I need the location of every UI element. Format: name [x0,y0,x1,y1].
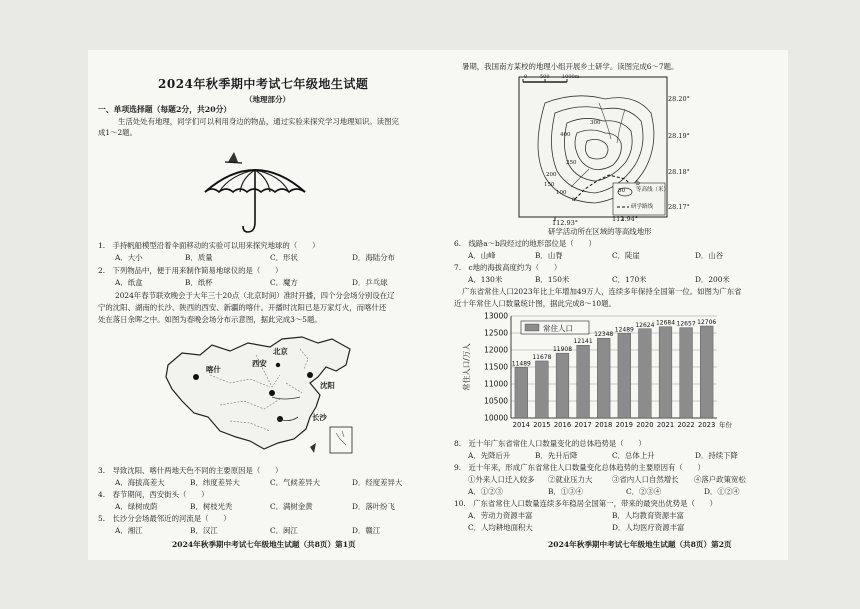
y-tick-label: 13000 [484,311,508,321]
bar [639,329,652,418]
q3-option-b[interactable]: B．纬度差异大 [190,478,240,487]
y-tick-label: 10500 [484,396,508,406]
q9-item-3: ③省内人口自然增长 [612,475,679,484]
q2-option-b[interactable]: B．纸杯 [185,278,213,287]
x-tick-label: 2014 [512,421,530,429]
bar-value-label: 11908 [552,346,573,354]
q4-stem: 4. 春节期间，西安街头（ ） [98,490,209,499]
q3-stem: 3. 导致沈阳、喀什两地天色不同的主要原因是（ ） [98,466,283,475]
legend-route: 研学路线 [631,204,654,210]
q10-option-a[interactable]: A．劳动力资源丰富 [468,511,533,520]
elev-label-300: 300 [590,120,601,126]
q1-stem: 1. 手持帆船模型沿着伞面移动的实验可以用来探究地球的（ ） [98,241,320,250]
q6-option-d[interactable]: D．山谷 [695,251,724,260]
q6-option-b[interactable]: B．山脊 [535,251,563,260]
population-chart [455,308,765,436]
x-axis-label: 年份 [719,421,732,429]
q8-option-b[interactable]: B．先升后降 [535,451,578,460]
bar-value-label: 12141 [573,338,593,346]
q9-stem: 9. 近十年来，形成广东省常住人口数量变化总体趋势的主要原因有（ ） [454,463,705,472]
bar-value-label: 12489 [614,326,634,334]
lat-label-4: 28.17° [668,203,690,211]
q5-option-b[interactable]: B．汉江 [190,526,218,535]
bar [680,328,693,418]
passage-line-3: 处在落日余晖之中。如图为春晚会场分布示意图，据此完成3～5题。 [98,315,322,324]
q6-stem: 6. 线路a～b段经过的地形部位是（ ） [454,239,596,248]
left-page-footer: 2024年秋季期中考试七年级地生试题（共8页）第1页 [172,540,356,549]
x-tick-label: 2017 [574,421,592,429]
q10-option-c[interactable]: C．人均耕地面积大 [468,523,533,532]
y-tick-label: 11000 [484,379,508,389]
q9-option-d[interactable]: D．①②④ [704,487,740,496]
legend-contour-value: 50 [618,188,625,194]
y-axis-label: 常住人口/万人 [462,343,471,391]
x-tick-label: 2022 [677,421,695,429]
q7-stem: 7. c地的海拔高度约为（ ） [454,263,562,272]
q2-option-a[interactable]: A．纸盒 [115,278,143,287]
scale-label-1000m: 1000m [562,74,580,80]
q2-option-c[interactable]: C．魔方 [270,278,298,287]
intro-line-1: 生活处处有地理，同学们可以利用身边的物品，通过实验来探究学习地理知识。读图完 [118,117,399,126]
x-tick-label: 2023 [698,421,716,429]
q2-stem: 2. 下列物品中，便于用来制作简易地球仪的是（ ） [98,266,283,275]
q6-option-a[interactable]: A．山峰 [468,251,496,260]
map-label-xian: 西安 [252,359,267,368]
q8-option-d[interactable]: D．持续下降 [695,451,738,460]
bar [556,353,569,418]
legend-swatch [525,324,539,331]
exam-title: 2024年秋季期中考试七年级地生试题 [158,77,369,91]
passage-line-1: 2024年春节联欢晚会于大年三十20点（北京时间）准时开播，四个分会场分别设在辽 [115,291,395,300]
q7-option-a[interactable]: A．130米 [468,275,503,284]
q1-option-b[interactable]: B．质量 [185,253,213,262]
bar [536,361,549,418]
q6-option-c[interactable]: C．陡崖 [612,251,640,260]
q5-option-c[interactable]: C．闽江 [270,526,298,535]
q9-item-2: ②就业压力大 [548,475,593,484]
q9-option-b[interactable]: B．①③④ [548,487,583,496]
q7-option-d[interactable]: D．200米 [695,275,730,284]
q7-option-c[interactable]: C．170米 [612,275,647,284]
route-point-b: b [636,180,640,187]
china-venue-map [160,335,360,460]
q4-option-a[interactable]: A．绿树成荫 [115,502,158,511]
lon-label-2: 112.94° [612,215,638,223]
bar [597,338,610,418]
q9-item-1: ①外来人口迁入较多 [468,475,535,484]
x-tick-label: 2020 [636,421,654,429]
contour-caption: 研学活动所在区域的等高线地形 [548,227,652,236]
q10-stem: 10. 广东省常住人口数量连续多年稳居全国第一，带来的最突出优势是（ ） [454,499,718,508]
map-label-kashgar: 喀什 [206,365,221,374]
scale-label-0: 0 [524,74,528,80]
q1-option-d[interactable]: D．海陆分布 [352,253,395,262]
lat-label-1: 28.20° [668,95,690,103]
bar [659,327,672,418]
umbrella-figure [200,140,310,235]
right-page-footer: 2024年秋季期中考试七年级地生试题（共8页）第2页 [548,540,732,549]
bar-value-label: 12657 [676,320,696,328]
lat-label-3: 28.18° [668,168,690,176]
bar-value-label: 11678 [532,353,552,361]
q9-option-a[interactable]: A．①②③ [468,487,503,496]
lat-label-2: 28.19° [668,132,690,140]
section-heading: 一、单项选择题（每题2分，共20分） [98,105,232,114]
bar-value-label: 12348 [594,331,614,339]
q10-option-d[interactable]: D．人均医疗资源丰富 [612,523,685,532]
q4-option-c[interactable]: C．满树金黄 [270,502,313,511]
x-tick-label: 2019 [615,421,633,429]
bar [700,326,713,418]
bar [515,367,528,418]
bar [577,345,590,418]
right-passage-line-1: 广东省常住人口2023年比上年增加49万人，连续多年保持全国第一位。如图为广东省 [462,287,742,296]
q7-option-b[interactable]: B．150米 [535,275,570,284]
right-intro: 暑期，我国南方某校的地理小组开展乡土研学。读图完成6～7题。 [462,62,679,71]
x-tick-label: 2016 [553,421,572,429]
q9-option-c[interactable]: C．②③④ [626,487,662,496]
q5-stem: 5. 长沙分会场最邻近的河流是（ ） [98,514,231,523]
q1-option-a[interactable]: A．大小 [115,253,143,262]
passage-line-2: 宁的沈阳、湖南的长沙、陕西的西安、新疆的喀什。开播时沈阳已是万家灯火，而喀什还 [98,303,387,312]
legend-label: 常住人口 [543,324,573,333]
right-passage-line-2: 近十年常住人口数量统计图，据此完成8～10题。 [454,299,616,308]
map-label-beijing: 北京 [273,347,288,356]
x-tick-label: 2021 [656,421,675,429]
intro-line-2: 成1～2题。 [98,128,137,137]
y-tick-label: 11500 [484,362,508,372]
x-tick-label: 2015 [533,421,551,429]
map-label-shenyang: 沈阳 [320,381,335,390]
q9-item-4: ④落户政策宽松 [694,475,746,484]
q1-option-c[interactable]: C．形状 [270,253,298,262]
q8-stem: 8. 近十年广东省常住人口数量变化的总体趋势是（ ） [454,439,646,448]
bar [618,333,631,418]
q4-option-b[interactable]: B．树枝光秃 [190,502,233,511]
q4-option-d[interactable]: D．落叶纷飞 [352,502,395,511]
elev-label-200: 200 [546,172,557,178]
elev-label-400: 400 [560,132,571,138]
bar-value-label: 12624 [635,321,655,329]
q5-option-a[interactable]: A．湘江 [115,526,143,535]
bar-value-label: 12684 [655,319,676,327]
q3-option-c[interactable]: C．气候差异大 [270,478,320,487]
bar-value-label: 12706 [697,318,717,326]
scale-label-500: 500 [540,74,550,80]
legend-contour: 等高线（米） [636,187,670,193]
q8-option-c[interactable]: C．总体上升 [612,451,655,460]
elev-label-250: 250 [566,160,577,166]
lon-label-1: 112.93° [552,219,578,227]
q2-option-d[interactable]: D．乒乓球 [352,278,388,287]
q10-option-b[interactable]: B．人均教育资源丰富 [612,511,684,520]
y-tick-label: 12500 [484,328,508,338]
elev-label-150: 150 [544,182,555,188]
map-label-changsha: 长沙 [312,413,327,422]
chart-layer [461,312,733,430]
q5-option-d[interactable]: D．赣江 [352,526,381,535]
elev-label-100: 100 [556,190,567,196]
bar-value-label: 11489 [511,360,531,368]
route-point-a: a [572,196,576,203]
q3-option-d[interactable]: D．经度差异大 [352,478,403,487]
y-tick-label: 10000 [484,413,508,423]
y-tick-label: 12000 [484,345,508,355]
x-tick-label: 2018 [595,421,613,429]
exam-subtitle: （地理部分） [245,95,290,104]
q8-option-a[interactable]: A．先降后升 [468,451,511,460]
q3-option-a[interactable]: A．海拔高差大 [115,478,165,487]
